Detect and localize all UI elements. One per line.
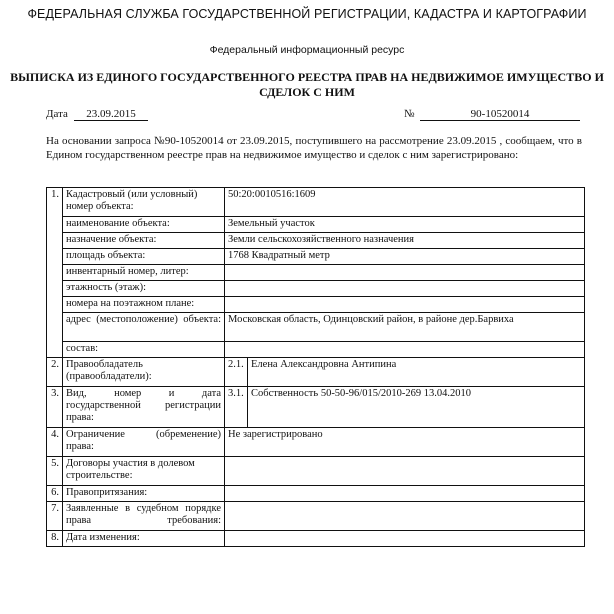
section-number: 3.	[47, 387, 63, 428]
date-label: Дата	[46, 108, 68, 120]
floor-plan-numbers-value	[225, 297, 585, 313]
field-label: Правообладатель (правообладатели):	[63, 358, 225, 387]
table-row	[47, 387, 585, 428]
agency-name: ФЕДЕРАЛЬНАЯ СЛУЖБА ГОСУДАРСТВЕННОЙ РЕГИСТРАЦИИ, КАДАСТРА И КАРТОГРАФИИ	[27, 7, 587, 21]
field-label: Дата изменения:	[63, 531, 225, 547]
table-row	[47, 457, 585, 486]
field-label: наименование объекта:	[63, 217, 225, 233]
number-value: 90-10520014	[420, 108, 580, 121]
field-label: этажность (этаж):	[63, 281, 225, 297]
field-label: Заявленные в судебном порядке права требования:	[63, 502, 225, 531]
owner-value: Елена Александровна Антипина	[248, 358, 585, 387]
field-label: состав:	[63, 342, 225, 358]
table-row	[47, 249, 585, 265]
section-number: 1.	[47, 188, 63, 358]
table-row	[47, 531, 585, 547]
field-label: Ограничение (обременение) права:	[63, 428, 225, 457]
intro-paragraph: На основании запроса №90-10520014 от 23.09.2015, поступившего на рассмотрение 23.09.2015 , сообщаем, что в Едином государственном реестре прав на недвижимое имущество и сделок с ним зарегистрировано:	[46, 135, 582, 161]
section-number: 4.	[47, 428, 63, 457]
field-label: инвентарный номер, литер:	[63, 265, 225, 281]
floors-value	[225, 281, 585, 297]
field-label: номера на поэтажном плане:	[63, 297, 225, 313]
table-row	[47, 217, 585, 233]
table-row	[47, 188, 585, 217]
subsection-number: 2.1.	[225, 358, 248, 387]
section-number: 8.	[47, 531, 63, 547]
resource-caption: Федеральный информационный ресурс	[209, 44, 405, 56]
section-number: 5.	[47, 457, 63, 486]
field-label: Договоры участия в долевом строительстве:	[63, 457, 225, 486]
object-purpose-value: Земли сельскохозяйственного назначения	[225, 233, 585, 249]
table-row	[47, 486, 585, 502]
section-number: 7.	[47, 502, 63, 531]
shared-construction-value	[225, 457, 585, 486]
object-area-value: 1768 Квадратный метр	[225, 249, 585, 265]
court-claims-value	[225, 502, 585, 531]
right-registration-value: Собственность 50-50-96/015/2010-269 13.04.2010	[248, 387, 585, 428]
field-label: Вид, номер и дата государственной регистрации права:	[63, 387, 225, 428]
table-row	[47, 297, 585, 313]
address-value: Московская область, Одинцовский район, в районе дер.Барвиха	[225, 313, 585, 342]
encumbrance-value: Не зарегистрировано	[225, 428, 585, 457]
number-label: №	[404, 108, 415, 120]
section-number: 2.	[47, 358, 63, 387]
field-label: площадь объекта:	[63, 249, 225, 265]
field-label: адрес (местоположение) объекта:	[63, 313, 225, 342]
date-value: 23.09.2015	[74, 108, 148, 121]
claims-value	[225, 486, 585, 502]
composition-value	[225, 342, 585, 358]
subsection-number: 3.1.	[225, 387, 248, 428]
cadastral-number-value: 50:20:0010516:1609	[225, 188, 585, 217]
table-row	[47, 265, 585, 281]
inventory-number-value	[225, 265, 585, 281]
table-row	[47, 281, 585, 297]
table-row	[47, 502, 585, 531]
table-row	[47, 233, 585, 249]
section-number: 6.	[47, 486, 63, 502]
field-label: Правопритязания:	[63, 486, 225, 502]
table-row	[47, 428, 585, 457]
change-date-value	[225, 531, 585, 547]
date-number-line	[46, 108, 580, 124]
object-name-value: Земельный участок	[225, 217, 585, 233]
table-row	[47, 358, 585, 387]
document-title: ВЫПИСКА ИЗ ЕДИНОГО ГОСУДАРСТВЕННОГО РЕЕСТРА ПРАВ НА НЕДВИЖИМОЕ ИМУЩЕСТВО И СДЕЛОК С НИМ	[10, 70, 604, 99]
table-row	[47, 342, 585, 358]
registry-extract-table	[46, 187, 585, 547]
field-label: Кадастровый (или условный) номер объекта:	[63, 188, 225, 217]
table-row	[47, 313, 585, 342]
field-label: назначение объекта:	[63, 233, 225, 249]
